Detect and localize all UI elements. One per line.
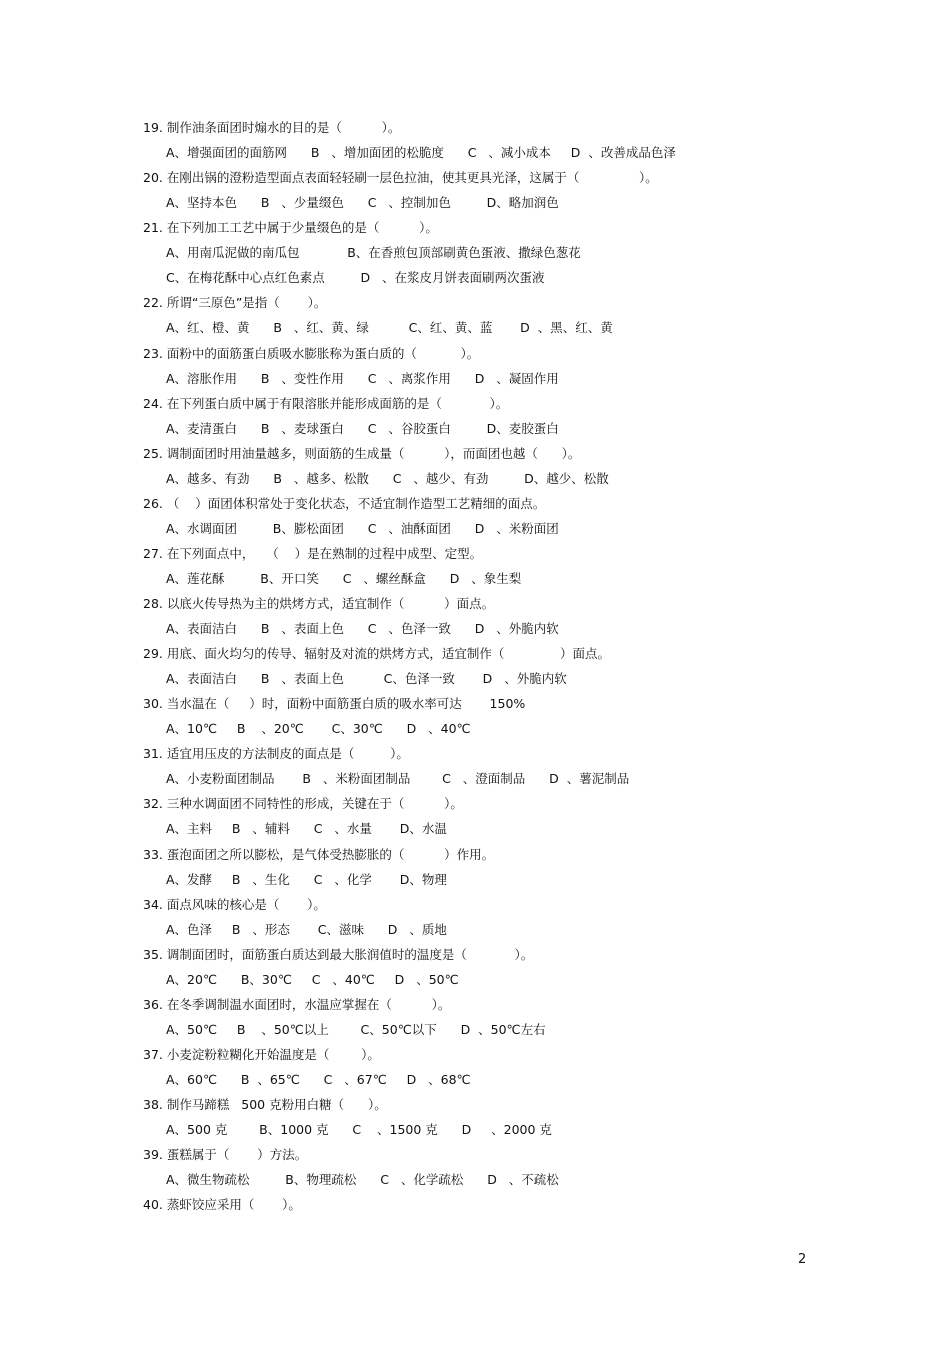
options-line: A、用南瓜泥做的南瓜包 B、在香煎包顶部刷黄色蛋液、撒绿色葱花 (166, 245, 581, 261)
question-line: 28. 以底火传导热为主的烘烤方式，适宜制作（ ）面点。 (143, 596, 495, 611)
question-line: 38. 制作马蹄糕 500 克粉用白糖（ ）。 (143, 1097, 387, 1112)
options-line: A、表面洁白 B 、表面上色 C、色泽一致 D 、外脆内软 (166, 671, 567, 687)
question-line: 26. （ ）面团体积常处于变化状态，不适宜制作造型工艺精细的面点。 (143, 495, 546, 511)
question-line: 20. 在刚出锅的澄粉造型面点表面轻轻刷一层色拉油，使其更具光泽，这属于（ ）。 (143, 170, 658, 186)
options-line: A、小麦粉面团制品 B 、米粉面团制品 C 、澄面制品 D 、薯泥制品 (166, 771, 630, 787)
question-line: 19. 制作油条面团时煽水的目的是（ ）。 (143, 120, 401, 135)
question-line: 22. 所谓“三原色”是指（ ）。 (143, 295, 327, 311)
options-line: A、60℃ B 、65℃ C 、67℃ D 、68℃ (166, 1071, 471, 1087)
question-line: 33. 蛋泡面团之所以膨松，是气体受热膨胀的（ ）作用。 (143, 846, 495, 862)
options-line: C、在梅花酥中心点红色素点 D 、在浆皮月饼表面刷两次蛋液 (166, 270, 545, 286)
options-line: A、水调面团 B、膨松面团 C 、油酥面团 D 、米粉面团 (166, 520, 559, 536)
question-line: 40. 蒸虾饺应采用（ ）。 (143, 1197, 301, 1213)
question-line: 25. 调制面团时用油量越多，则面筋的生成量（ ），而面团也越（ ）。 (143, 445, 581, 461)
options-line: A、增强面团的面筋网 B 、增加面团的松脆度 C 、减小成本 D 、改善成品色泽 (166, 145, 676, 161)
options-line: A、10℃ B 、20℃ C、30℃ D 、40℃ (166, 721, 471, 737)
question-line: 29. 用底、面火均匀的传导、辐射及对流的烘烤方式，适宜制作（ ）面点。 (143, 646, 610, 662)
options-line: A、红、橙、黄 B 、红、黄、绿 C、红、黄、蓝 D 、黑、红、黄 (166, 320, 613, 336)
options-line: A、主料 B 、辅料 C 、水量 D、水温 (166, 821, 447, 837)
question-line: 35. 调制面团时，面筋蛋白质达到最大胀润值时的温度是（ ）。 (143, 946, 534, 962)
question-line: 30. 当水温在（ ）时，面粉中面筋蛋白质的吸水率可达 150% (143, 696, 526, 712)
options-line: A、坚持本色 B 、少量缀色 C 、控制加色 D、略加润色 (166, 195, 559, 211)
question-line: 37. 小麦淀粉粒糊化开始温度是（ ）。 (143, 1046, 380, 1062)
question-line: 23. 面粉中的面筋蛋白质吸水膨胀称为蛋白质的（ ）。 (143, 345, 480, 361)
options-line: A、微生物疏松 B、物理疏松 C 、化学疏松 D 、不疏松 (166, 1172, 559, 1188)
options-line: A、越多、有劲 B 、越多、松散 C 、越少、有劲 D、越少、松散 (166, 470, 609, 486)
options-line: A、溶胀作用 B 、变性作用 C 、离浆作用 D 、凝固作用 (166, 370, 559, 386)
question-line: 31. 适宜用压皮的方法制皮的面点是（ ）。 (143, 746, 409, 762)
question-line: 39. 蛋糕属于（ ）方法。 (143, 1147, 308, 1162)
options-line: A、麦清蛋白 B 、麦球蛋白 C 、谷胶蛋白 D、麦胶蛋白 (166, 420, 559, 436)
question-line: 27. 在下列面点中， （ ）是在熟制的过程中成型、定型。 (143, 545, 483, 561)
question-line: 34. 面点风味的核心是（ ）。 (143, 896, 326, 912)
options-line: A、色泽 B 、形态 C、滋味 D 、质地 (166, 921, 447, 937)
page-number: 2 (798, 1252, 807, 1267)
question-line: 21. 在下列加工工艺中属于少量缀色的是（ ）。 (143, 220, 438, 236)
options-line: A、莲花酥 B、开口笑 C 、螺丝酥盒 D 、象生梨 (166, 570, 522, 586)
options-line: A、500 克 B、1000 克 C 、1500 克 D 、2000 克 (166, 1122, 552, 1137)
options-line: A、20℃ B、30℃ C 、40℃ D 、50℃ (166, 971, 459, 987)
question-line: 32. 三种水调面团不同特性的形成，关键在于（ ）。 (143, 796, 463, 812)
question-line: 24. 在下列蛋白质中属于有限溶胀并能形成面筋的是（ ）。 (143, 395, 509, 411)
options-line: A、发酵 B 、生化 C 、化学 D、物理 (166, 871, 447, 887)
options-line: A、50℃ B 、50℃以上 C、50℃以下 D 、50℃左右 (166, 1021, 546, 1037)
question-line: 36. 在冬季调制温水面团时，水温应掌握在（ ）。 (143, 996, 451, 1012)
options-line: A、表面洁白 B 、表面上色 C 、色泽一致 D 、外脆内软 (166, 621, 559, 636)
